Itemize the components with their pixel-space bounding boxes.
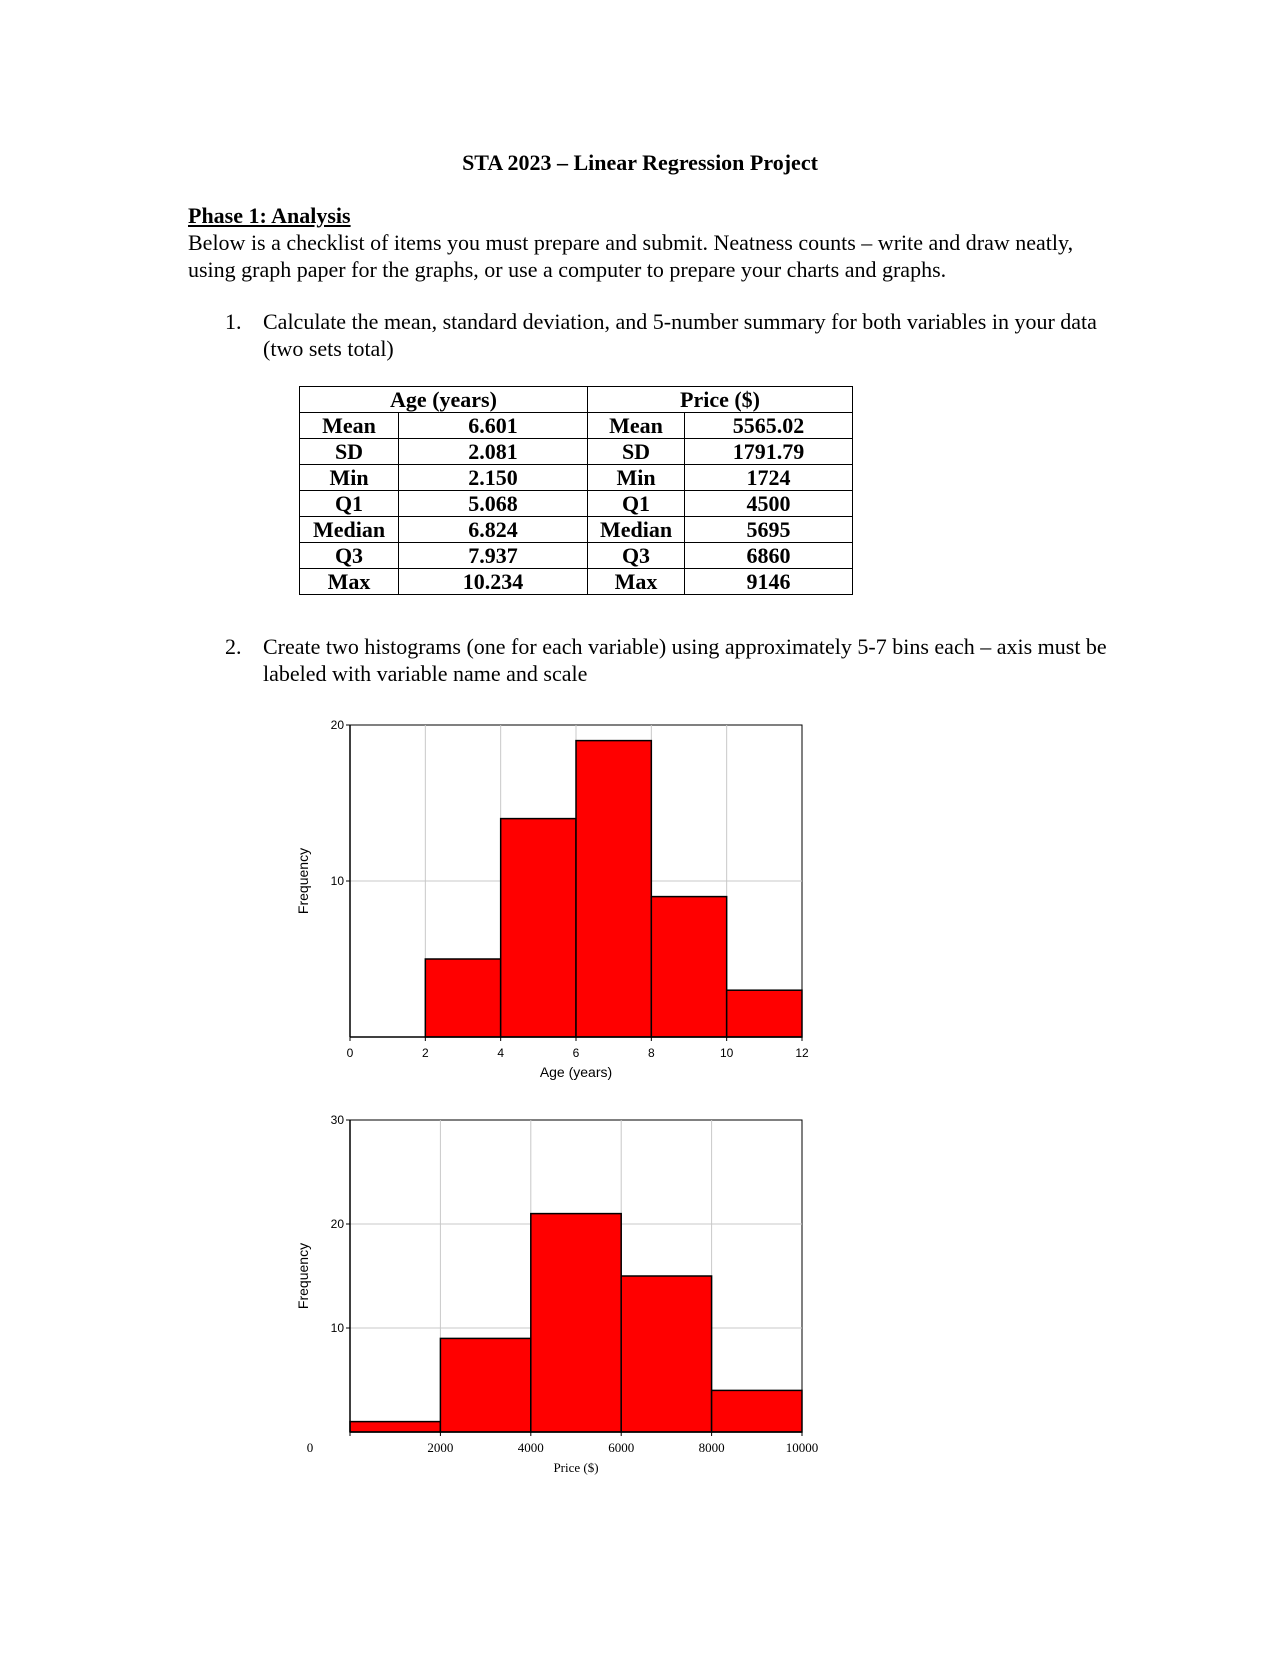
checklist-item-2 <box>225 633 1125 693</box>
intro-paragraph: Below is a checklist of items you must prepare and submit. Neatness counts – write and draw neatly, using graph paper for the graphs, or use a computer to prepare your charts and graphs. <box>188 230 1074 282</box>
x-tick-label: 6 <box>572 1046 580 1060</box>
histogram-bar <box>651 897 726 1037</box>
stat-label: Mean <box>588 413 685 439</box>
age-value: 6.601 <box>399 413 588 439</box>
table-row <box>300 413 853 439</box>
x-tick-label: 8 <box>647 1046 655 1060</box>
x-tick-label: 6000 <box>608 1440 635 1455</box>
stat-label: Max <box>300 569 399 595</box>
x-tick-label: 10000 <box>785 1440 819 1455</box>
histogram-bar <box>531 1214 621 1432</box>
price-value: 4500 <box>685 491 853 517</box>
histogram-bar <box>621 1276 711 1432</box>
age-histogram <box>290 715 820 1095</box>
histogram-bar <box>440 1338 530 1432</box>
stat-label: Min <box>588 465 685 491</box>
item-number: 2. <box>225 634 242 659</box>
histogram-bar <box>727 990 802 1037</box>
x-tick-label: 0 <box>346 1046 354 1060</box>
y-tick-label: 10 <box>330 1321 344 1335</box>
x-tick-label: 4 <box>497 1046 505 1060</box>
price-value: 5565.02 <box>685 413 853 439</box>
table-row <box>300 543 853 569</box>
table-row <box>300 517 853 543</box>
x-tick-label: 4000 <box>517 1440 544 1455</box>
stat-label: Median <box>588 517 685 543</box>
phase-heading: Phase 1: Analysis <box>188 203 351 228</box>
x-axis-title: Age (years) <box>539 1064 613 1080</box>
table-row <box>300 465 853 491</box>
stat-label: SD <box>300 439 399 465</box>
stat-label: Median <box>300 517 399 543</box>
price-header: Price ($) <box>588 387 853 413</box>
table-row <box>300 439 853 465</box>
stat-label: Mean <box>300 413 399 439</box>
x-axis-title: Price ($) <box>553 1460 599 1475</box>
price-value: 6860 <box>685 543 853 569</box>
x-tick-label: 2 <box>421 1046 429 1060</box>
checklist-item-1 <box>225 308 1125 368</box>
y-tick-label: 10 <box>330 874 344 888</box>
price-value: 1724 <box>685 465 853 491</box>
y-tick-label: 20 <box>330 1217 344 1231</box>
price-value: 1791.79 <box>685 439 853 465</box>
histogram-bar <box>350 1422 440 1432</box>
histogram-bar <box>576 741 651 1037</box>
price-histogram <box>290 1110 820 1490</box>
stat-label: Q3 <box>588 543 685 569</box>
x-tick-label: 8000 <box>698 1440 725 1455</box>
table-header-row <box>300 387 853 413</box>
histogram-bar <box>425 959 500 1037</box>
stat-label: Max <box>588 569 685 595</box>
summary-stats-table <box>299 386 853 595</box>
stat-label: Min <box>300 465 399 491</box>
y-tick-label: 30 <box>330 1113 344 1127</box>
x-tick-label: 10 <box>719 1046 734 1060</box>
histogram-bar <box>712 1390 802 1432</box>
histogram-bar <box>501 819 576 1037</box>
price-value: 9146 <box>685 569 853 595</box>
y-axis-title: Frequency <box>295 1242 311 1310</box>
item-text: Create two histograms (one for each variable) using approximately 5-7 bins each – axis must be labeled with variable name and scale <box>263 634 1107 686</box>
age-value: 2.150 <box>399 465 588 491</box>
y-tick-label: 20 <box>330 718 344 732</box>
x-tick-label: 2000 <box>427 1440 454 1455</box>
stat-label: Q3 <box>300 543 399 569</box>
age-value: 10.234 <box>399 569 588 595</box>
age-value: 6.824 <box>399 517 588 543</box>
price-value: 5695 <box>685 517 853 543</box>
item-text: Calculate the mean, standard deviation, and 5-number summary for both variables in your data (two sets total) <box>263 309 1097 361</box>
y-axis-title: Frequency <box>295 847 311 915</box>
age-value: 2.081 <box>399 439 588 465</box>
x-tick-label: 12 <box>795 1046 809 1060</box>
age-value: 7.937 <box>399 543 588 569</box>
age-value: 5.068 <box>399 491 588 517</box>
item-number: 1. <box>225 309 242 334</box>
stat-label: SD <box>588 439 685 465</box>
stat-label: Q1 <box>588 491 685 517</box>
document-title: STA 2023 – Linear Regression Project <box>462 150 818 175</box>
x-tick-label: 0 <box>306 1440 314 1455</box>
stat-label: Q1 <box>300 491 399 517</box>
age-header: Age (years) <box>300 387 588 413</box>
table-row <box>300 491 853 517</box>
table-row <box>300 569 853 595</box>
